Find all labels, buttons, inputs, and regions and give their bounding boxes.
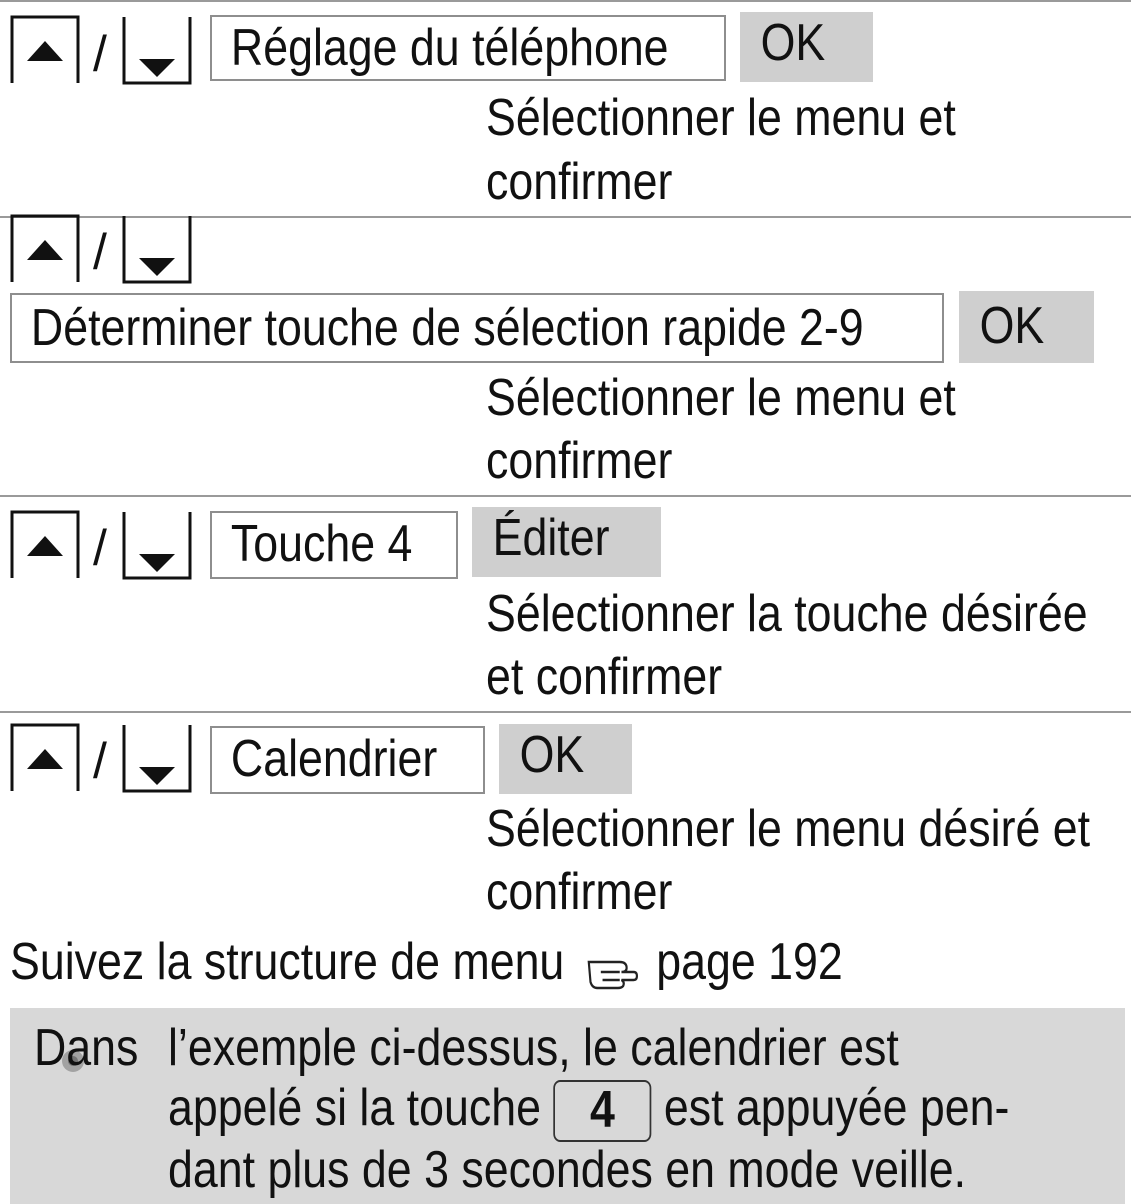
separator: / [93,733,107,789]
step-description-cont: et confirmer [486,648,723,706]
step-description: Sélectionner le menu désiré et [486,800,1091,858]
key-4-icon: 4 [553,1080,651,1142]
step-description: Sélectionner le menu et [486,369,956,427]
down-key-icon[interactable] [122,723,192,793]
softkey-ok[interactable] [740,12,873,82]
step-divider [0,495,1131,497]
note-line-2-post: est appuyée pen- [663,1079,1010,1137]
softkey-ok[interactable] [499,724,632,794]
up-key-icon[interactable] [10,510,80,580]
softkey-label: OK [519,726,585,784]
display-text: Réglage du téléphone [230,19,669,77]
up-key-icon[interactable] [10,723,80,793]
display-field-touche-4 [210,511,458,579]
separator: / [93,26,107,82]
separator: / [93,520,107,576]
step-description: Sélectionner la touche désirée [486,585,1088,643]
note-box [10,1008,1125,1204]
up-key-icon[interactable] [10,214,80,284]
separator: / [93,224,107,280]
softkey-ok[interactable] [959,291,1094,363]
step-divider [0,711,1131,713]
up-key-icon[interactable] [10,15,80,85]
step-description-cont: confirmer [486,863,673,921]
note-line-1: l’exemple ci-dessus, le calendrier est [168,1019,899,1077]
step-description-cont: confirmer [486,432,673,490]
display-text: Déterminer touche de sélection rapide 2-9 [30,299,864,357]
pointing-hand-icon [585,943,640,987]
softkey-label: OK [979,297,1045,355]
down-key-icon[interactable] [122,214,192,284]
note-line-3: dant plus de 3 secondes en mode veille. [168,1141,967,1199]
note-line-2-pre: appelé si la touche [168,1079,541,1137]
softkey-label: Éditer [492,509,610,567]
note-line-2 [168,1076,1009,1142]
step-description-cont: confirmer [486,153,673,211]
display-field-reglage [210,15,726,81]
display-text: Touche 4 [230,515,413,573]
softkey-editer[interactable] [472,507,661,577]
note-first-word: Dans [34,1019,139,1077]
page-reference-link[interactable]: page 192 [656,933,843,991]
menu-structure-reference [10,930,843,994]
display-field-calendrier [210,726,485,794]
menu-structure-text: Suivez la structure de menu [10,933,565,991]
softkey-label: OK [760,14,826,72]
display-field-selection-rapide [10,293,944,363]
down-key-icon[interactable] [122,15,192,85]
step-description: Sélectionner le menu et [486,89,956,147]
down-key-icon[interactable] [122,510,192,580]
top-rule [0,0,1131,2]
display-text: Calendrier [230,730,438,788]
